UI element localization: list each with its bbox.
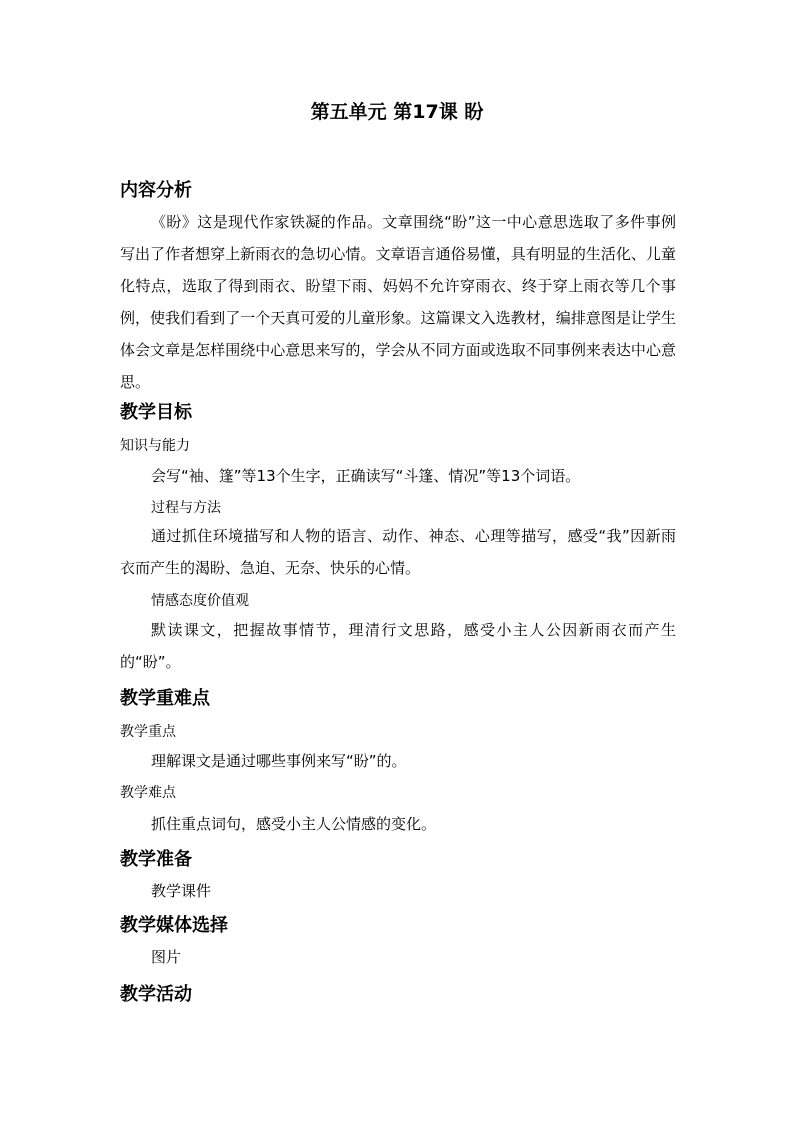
emotion-paragraph: 默读课文，把握故事情节，理清行文思路，感受小主人公因新雨衣而产生的“盼”。 bbox=[120, 621, 676, 671]
subheading-difficult: 教学难点 bbox=[120, 785, 176, 801]
key-text: 理解课文是通过哪些事例来写“盼”的。 bbox=[151, 752, 407, 770]
subheading-emotion: 情感态度价值观 bbox=[151, 593, 249, 609]
preparation-text: 教学课件 bbox=[151, 882, 212, 900]
subheading-knowledge: 知识与能力 bbox=[120, 438, 190, 454]
knowledge-text: 会写“袖、篷”等13个生字，正确读写“斗篷、情况”等13个词语。 bbox=[151, 467, 581, 485]
subheading-process: 过程与方法 bbox=[151, 500, 221, 516]
heading-media: 教学媒体选择 bbox=[120, 915, 228, 936]
process-paragraph: 通过抓住环境描写和人物的语言、动作、神态、心理等描写，感受“我”因新雨衣而产生的渴盼、急迫、无奈、快乐的心情。 bbox=[120, 527, 676, 577]
content-analysis-paragraph: 《盼》这是现代作家铁凝的作品。文章围绕“盼”这一中心意思选取了多件事例写出了作者想穿上新雨衣的急切心情。文章语言通俗易懂，具有明显的生活化、儿童化特点，选取了得到雨衣、盼望下雨、妈妈不允许穿雨衣、终于穿上雨衣等几个事例，使我们看到了一个天真可爱的儿童形象。这篇课文入选教材，编排意图是让学生体会文章是怎样围绕中心意思来写的，学会从不同方面或选取不同事例来表达中心意思。 bbox=[120, 213, 676, 391]
heading-goals: 教学目标 bbox=[120, 402, 192, 423]
heading-activities: 教学活动 bbox=[120, 984, 192, 1005]
heading-key-points: 教学重难点 bbox=[120, 688, 210, 709]
page-title: 第五单元 第17课 盼 bbox=[310, 101, 484, 123]
subheading-key: 教学重点 bbox=[120, 724, 176, 740]
media-text: 图片 bbox=[151, 948, 182, 966]
heading-content-analysis: 内容分析 bbox=[120, 180, 192, 201]
heading-preparation: 教学准备 bbox=[120, 849, 192, 870]
difficult-text: 抓住重点词句，感受小主人公情感的变化。 bbox=[151, 815, 437, 833]
